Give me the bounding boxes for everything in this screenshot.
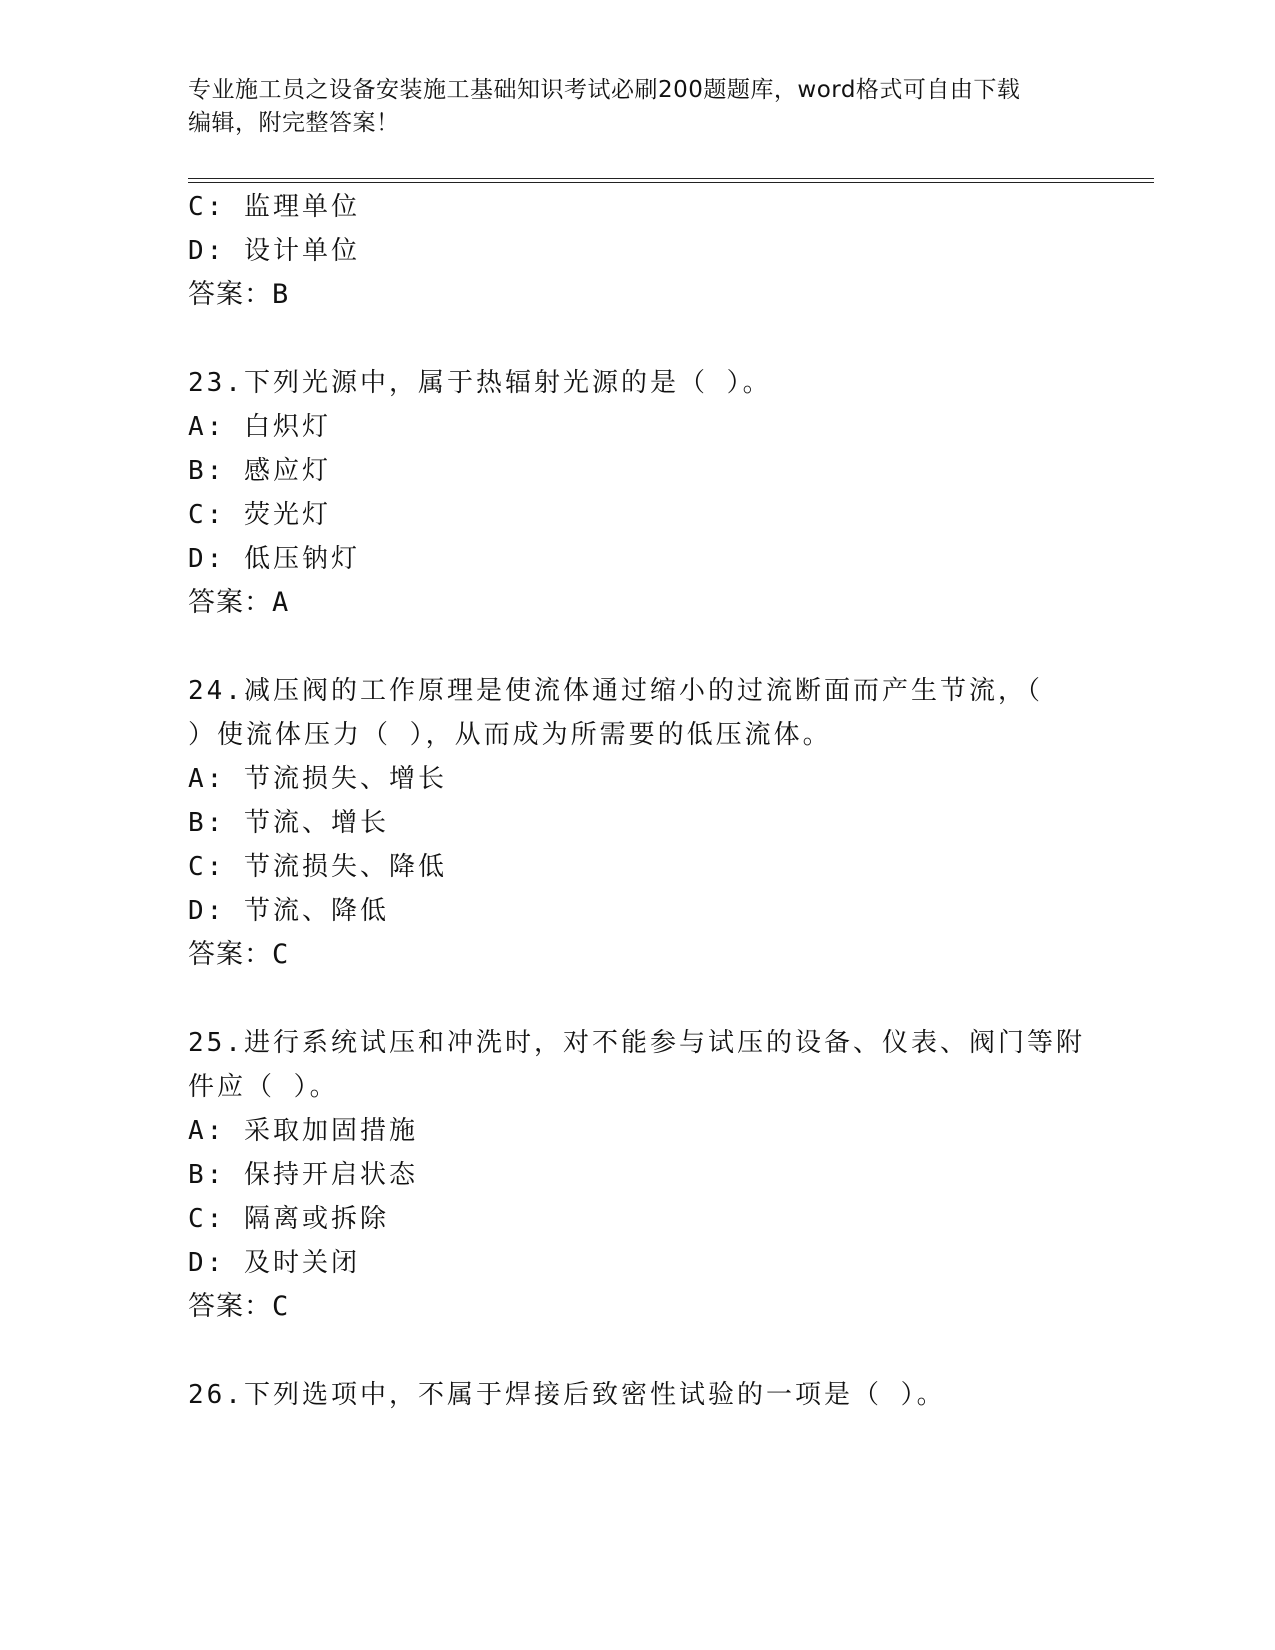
- question-23-answer: [188, 586, 289, 620]
- prev-answer: [188, 278, 289, 312]
- question-25-option-a: A: 采取加固措施: [188, 1116, 418, 1146]
- question-23-option-a: A: 白炽灯: [188, 412, 331, 442]
- answer-value: C: [272, 939, 290, 970]
- question-26-text: 26.下列选项中，不属于焊接后致密性试验的一项是（ ）。: [188, 1380, 946, 1410]
- question-25-text-line-2: 件应（ ）。: [188, 1072, 339, 1102]
- question-23-option-c: C: 荧光灯: [188, 500, 331, 530]
- header-title-line-1: 专业施工员之设备安装施工基础知识考试必刷200题题库，word格式可自由下载: [188, 77, 1021, 103]
- question-23-text: 23.下列光源中，属于热辐射光源的是（ ）。: [188, 368, 772, 398]
- answer-label: 答案：: [188, 939, 272, 970]
- answer-label: 答案：: [188, 587, 272, 618]
- question-25-option-d: D: 及时关闭: [188, 1248, 360, 1278]
- question-25-answer: [188, 1290, 289, 1324]
- page-header: [188, 74, 1068, 140]
- answer-value: C: [272, 1291, 290, 1322]
- question-24-option-c: C: 节流损失、降低: [188, 852, 447, 882]
- question-23-option-b: B: 感应灯: [188, 456, 331, 486]
- answer-value: A: [272, 587, 290, 618]
- answer-value: B: [272, 279, 290, 310]
- question-24-text-line-1: 24.减压阀的工作原理是使流体通过缩小的过流断面而产生节流，（: [188, 676, 1043, 706]
- question-24-option-a: A: 节流损失、增长: [188, 764, 447, 794]
- question-24-text-line-2: ）使流体压力（ ），从而成为所需要的低压流体。: [188, 720, 832, 750]
- header-divider: [188, 178, 1154, 183]
- answer-label: 答案：: [188, 279, 272, 310]
- question-24-answer: [188, 938, 289, 972]
- question-25-option-b: B: 保持开启状态: [188, 1160, 418, 1190]
- question-24-option-d: D: 节流、降低: [188, 896, 389, 926]
- question-25-option-c: C: 隔离或拆除: [188, 1204, 389, 1234]
- answer-label: 答案：: [188, 1291, 272, 1322]
- question-25-text-line-1: 25.进行系统试压和冲洗时，对不能参与试压的设备、仪表、阀门等附: [188, 1028, 1085, 1058]
- prev-option-c: C: 监理单位: [188, 192, 360, 222]
- prev-option-d: D: 设计单位: [188, 236, 360, 266]
- header-title-line-2: 编辑，附完整答案！: [188, 110, 400, 136]
- question-24-option-b: B: 节流、增长: [188, 808, 389, 838]
- question-23-option-d: D: 低压钠灯: [188, 544, 360, 574]
